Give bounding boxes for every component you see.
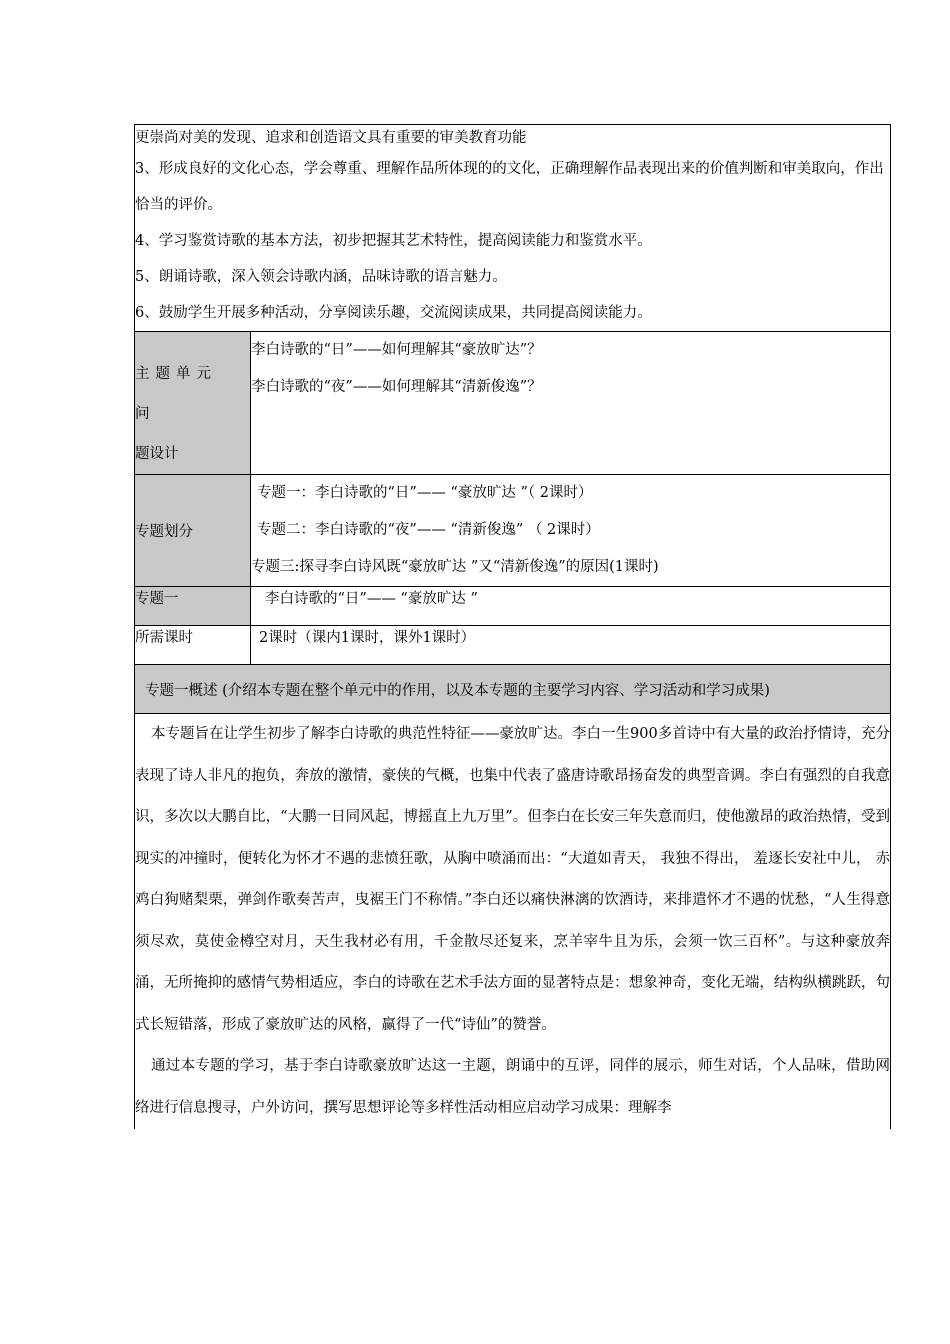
theme-question: 李白诗歌的“夜”——如何理解其“清新俊逸”？ — [251, 379, 542, 395]
theme-question-cell — [251, 332, 891, 475]
topic-split-row — [135, 475, 891, 587]
hours-cell — [251, 626, 891, 665]
goal-line: 5、朗诵诗歌，深入领会诗歌内涵，品味诗歌的语言魅力。 — [135, 269, 507, 285]
hours-label: 所需课时 — [135, 630, 193, 646]
theme-question-label-line1: 主题单元问 — [135, 366, 217, 422]
goal-line: 4、学习鉴赏诗歌的基本方法，初步把握其艺术特性，提高阅读能力和鉴赏水平。 — [135, 233, 652, 249]
hours-row — [135, 626, 891, 665]
summary-body-row — [135, 714, 891, 1130]
goal-line: 3、形成良好的文化心态，学会尊重、理解作品所体现的的文化，正确理解作品表现出来的价值判断和审美取向，作出恰当的评价。 — [135, 161, 884, 213]
topic-one-label-cell — [135, 587, 251, 626]
summary-heading-cell — [135, 665, 891, 714]
topic-one-cell — [251, 587, 891, 626]
topic-split-item: 专题二：李白诗歌的“夜”—— “清新俊逸” （ 2课时） — [257, 522, 600, 538]
theme-question-label-cell — [135, 332, 251, 475]
summary-heading-row — [135, 665, 891, 714]
theme-question-label-line2: 题设计 — [135, 446, 179, 462]
topic-split-item: 专题三:探寻李白诗风既“豪放旷达 ”又“清新俊逸”的原因(1课时) — [251, 559, 659, 575]
topic-split-label-cell — [135, 475, 251, 587]
summary-paragraph: 本专题旨在让学生初步了解李白诗歌的典范性特征——豪放旷达。李白一生900多首诗中有大量的政治抒情诗，充分表现了诗人非凡的抱负，奔放的激情，豪侠的气概，也集中代表了盛唐诗歌昂扬奋发的典型音调。李白有强烈的自我意识，多次以大鹏自比，“大鹏一日同风起，博摇直上九万里”。但李白在长安三年失意而归，使他激昂的政治热情，受到现实的冲撞时，便转化为怀才不遇的悲愤狂歌，从胸中喷涌而出：“大道如青天， 我独不得出， 羞逐长安社中儿， 赤鸡白狗赌梨栗，弹剑作歌奏苦声，曳裾王门不称情。”李白还以痛快淋漓的饮酒诗，来排遣怀才不遇的忧愁，“人生得意须尽欢，莫使金樽空对月，天生我材必有用，千金散尽还复来，烹羊宰牛且为乐，会须一饮三百杯”。与这种豪放奔涌，无所掩抑的感情气势相适应，李白的诗歌在艺术手法方面的显著特点是：想象神奇，变化无端，结构纵横跳跃，句式长短错落，形成了豪放旷达的风格，赢得了一代“诗仙”的赞誉。 — [135, 726, 891, 1033]
goal-line: 6、鼓励学生开展多种活动，分享阅读乐趣，交流阅读成果，共同提高阅读能力。 — [135, 305, 652, 321]
summary-body-cell — [135, 714, 891, 1130]
goals-cell — [135, 125, 891, 332]
summary-heading: 专题一概述 (介绍本专题在整个单元中的作用，以及本专题的主要学习内容、学习活动和学习成果) — [145, 682, 770, 699]
hours-value: 2课时（课内1课时，课外1课时） — [259, 630, 476, 646]
summary-paragraph: 通过本专题的学习，基于李白诗歌豪放旷达这一主题，朗诵中的互评，同伴的展示，师生对话，个人品味，借助网络进行信息搜寻，户外访问，撰写思想评论等多样性活动相应启动学习成果：理解李 — [135, 1058, 891, 1116]
topic-split-item: 专题一：李白诗歌的“日”—— “豪放旷达 ”（ 2课时） — [257, 485, 593, 501]
topic-one-label: 专题一 — [135, 591, 179, 607]
topic-split-cell — [251, 475, 891, 587]
goal-line: 更崇尚对美的发现、追求和创造语文具有重要的审美教育功能 — [135, 130, 527, 146]
plan-table — [134, 124, 891, 1129]
theme-question: 李白诗歌的“日”——如何理解其“豪放旷达”？ — [251, 342, 542, 358]
unit-plan-document — [134, 124, 890, 1129]
theme-question-row — [135, 332, 891, 475]
hours-label-cell — [135, 626, 251, 665]
topic-one-value: 李白诗歌的“日”—— “豪放旷达 ” — [265, 591, 478, 607]
topic-one-row — [135, 587, 891, 626]
topic-split-label: 专题划分 — [135, 524, 193, 540]
goals-row — [135, 125, 891, 332]
